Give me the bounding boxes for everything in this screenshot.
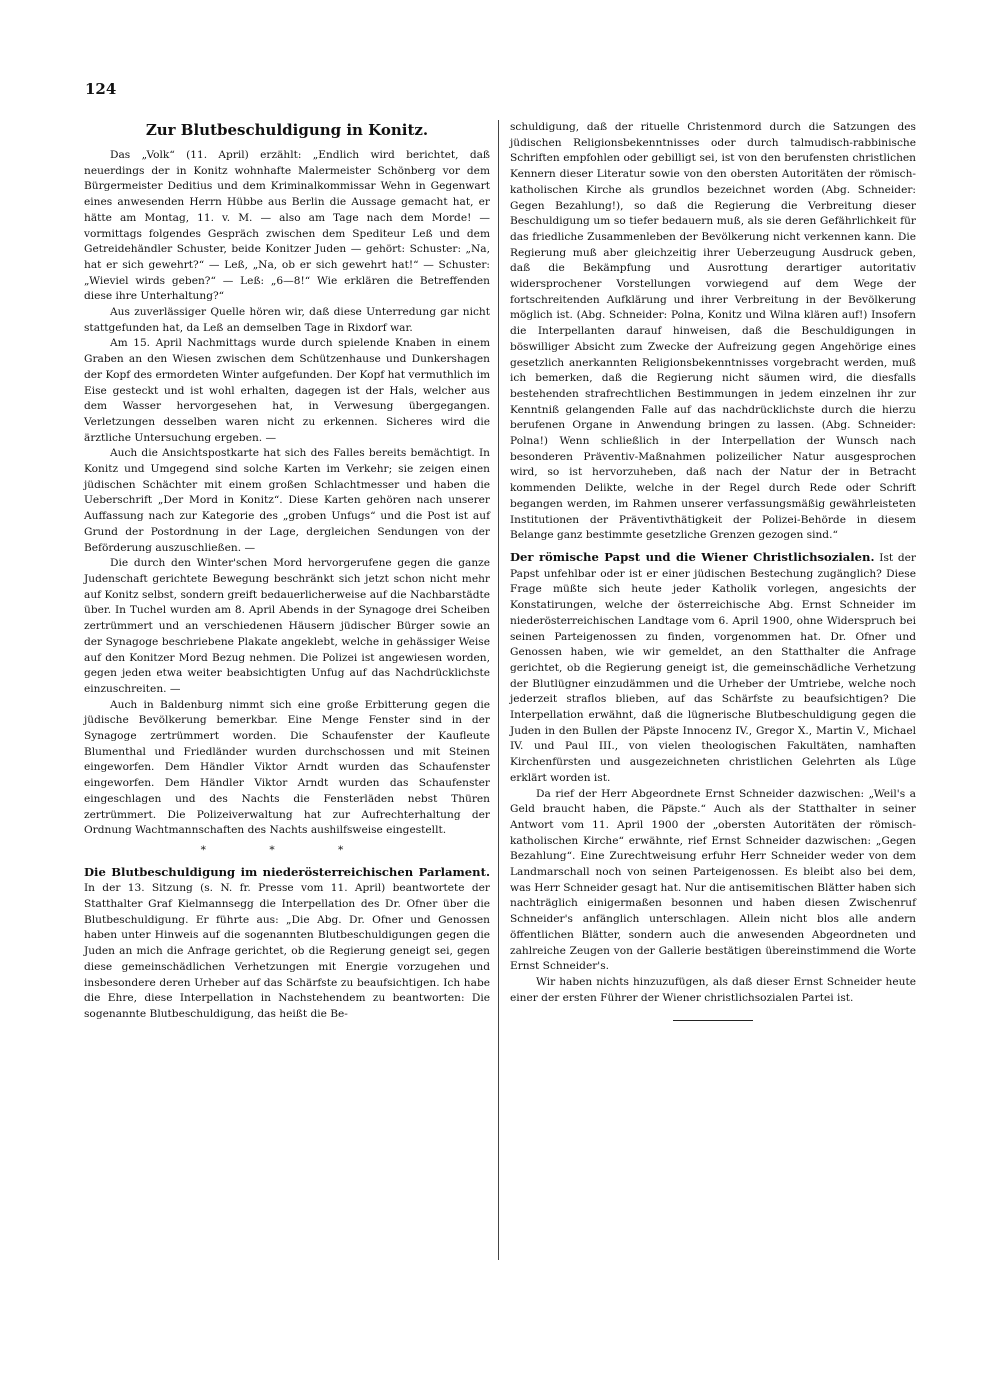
section-divider-stars: * * * <box>200 843 374 856</box>
paragraph: Auch in Baldenburg nimmt sich eine große Erbitterung gegen die jüdische Bevölkerung bemerkbar. Eine Menge Fenster sind in der Synagoge zertrümmert worden. Die Schaufenster der Kaufleute Blumenthal und Friedländer wurden durchschossen und mit Steinen eingeworfen. Dem Händler Viktor Arndt wurden das Schaufenster eingeworfen. Dem Händler Viktor Arndt wurden das Schaufenster eingeschlagen und des Nachts die Fensterläden nebst Thüren zertrümmert. Die Polizeiverwaltung hat zur Aufrechterhaltung der Ordnung Wachtmannschaften des Nachts aushilfsweise eingestellt. <box>84 698 490 837</box>
right-column <box>510 120 916 1021</box>
left-column <box>84 120 490 1023</box>
paragraph: Aus zuverlässiger Quelle hören wir, daß diese Unterredung gar nicht stattgefunden hat, da Leß an demselben Tage in Rixdorf war. <box>84 306 490 334</box>
column-rule <box>498 120 499 1260</box>
paragraph: Da rief der Herr Abgeordnete Ernst Schneider dazwischen: „Weil's a Geld braucht haben, die Päpste.“ Auch als der Statthalter in seiner Antwort vom 11. April 1900 der „obersten Autoritäten der römisch-katholischen Kirche“ erwähnte, rief Ernst Schneider dazwischen: „Gegen Bezahlung“. Eine Zurechtweisung erfuhr Herr Schneider weder von dem Landmarschall noch von seinen Parteigenossen. Es bleibt also bei dem, was Herr Schneider gesagt hat. Nur die antisemitischen Blätter haben sich nachträglich einigermaßen besonnen und haben diesen Zwischenruf Schneider's anfänglich unterschlagen. Allein nicht blos alle andern öffentlichen Blätter, sondern auch die anwesenden Abgeordneten und zahlreiche Zeugen von der Gallerie bestätigen übereinstimmend die Worte Ernst Schneider's. <box>510 787 916 973</box>
paragraph: Die durch den Winter'schen Mord hervorgerufene gegen die ganze Judenschaft gerichtete Bewegung beschränkt sich jetzt schon nicht mehr auf Konitz selbst, sondern greift bedauerlicherweise auf die Nachbarstädte über. In Tuchel wurden am 8. April Abends in der Synagoge drei Scheiben zertrümmert und an verschiedenen Häusern jüdischer Bürger sowie an der Synagoge beschriebene Plakate angeklebt, welche in gehässiger Weise auf den Konitzer Mord Bezug nehmen. Die Polizei ist angewiesen worden, gegen jeden etwa weiter beabsichtigten Unfug auf das Nachdrücklichste einzuschreiten. — <box>84 557 490 695</box>
paragraph: Auch die Ansichtspostkarte hat sich des Falles bereits bemächtigt. In Konitz und Umgegend sind solche Karten im Verkehr; sie zeigen einen jüdischen Schächter mit einem großen Schlachtmesser und haben die Ueberschrift „Der Mord in Konitz“. Diese Karten gehören nach unserer Auffassung nach zur Kategorie des „groben Unfugs“ und die Post ist auf Grund der Postordnung in der Lage, dergleichen Sendungen von der Beförderung auszuschließen. — <box>84 447 490 554</box>
paragraph: Das „Volk“ (11. April) erzählt: „Endlich wird berichtet, daß neuerdings der in Konitz wohnhafte Malermeister Schönberg vor dem Bürgermeister Deditius und dem Kriminalkommissar Wehn in Gegenwart eines anwesenden Herrn Hübbe aus Berlin die Aussage gemacht hat, er hätte am Montag, 11. v. M. — also am Tage nach dem Morde! — vormittags folgendes Gespräch zwischen dem Spediteur Leß und dem Getreidehändler Schuster, beide Konitzer Juden — gehört: Schuster: „Na, hat er sich gewehrt?“ — Leß, „Na, ob er sich gewehrt hat!“ — Schuster: „Wieviel wirds geben?“ — Leß: „6—8!“ Wie erklären die Betreffenden diese ihre Unterhaltung?“ <box>84 149 490 303</box>
end-rule <box>673 1020 753 1021</box>
article-heading-parliament: Die Blutbeschuldigung im niederösterreichischen Parlament. <box>84 864 490 879</box>
article-heading-konitz: Zur Blutbeschuldigung in Konitz. <box>145 121 429 139</box>
page-number: 124 <box>85 80 117 98</box>
paragraph: Am 15. April Nachmittags wurde durch spielende Knaben in einem Graben an den Wiesen zwischen dem Schützenhause und Dunkershagen der Kopf des ermordeten Winter aufgefunden. Der Kopf hat vermuthlich im Eise gesteckt und ist wohl erhalten, dagegen ist der Hals, welcher aus dem Wasser hervorgesehen hat, in Verwesung übergegangen. Verletzungen desselben waren nicht zu erkennen. Sicheres wird die ärztliche Untersuchung ergeben. — <box>84 337 490 444</box>
paragraph-continued: schuldigung, daß der rituelle Christenmord durch die Satzungen des jüdischen Religionsbekenntnisses oder durch talmudisch-rabbinische Schriften empfohlen oder gebilligt sei, ist von den berufensten christlichen Kennern dieser Literatur sowie von den obersten Autoritäten der römisch-katholischen Kirche als grundlos bezeichnet worden (Abg. Schneider: Gegen Bezahlung!), so daß die Regierung die Verbreitung dieser Beschuldigung um so tiefer bedauern muß, als sie deren Gefährlichkeit für das friedliche Zusammenleben der Bevölkerung nicht verkennen kann. Die Regierung muß aber gleichzeitig ihrer Ueberzeugung Ausdruck geben, daß die Bekämpfung und Ausrottung derartiger autoritativ widersprochener Vorstellungen vorwiegend auf dem Wege der fortschreitenden Aufklärung und ihrer Verbreitung in der Bevölkerung möglich ist. (Abg. Schneider: Polna, Konitz und Wilna klären auf!) Insofern die Interpellanten darauf hinweisen, daß die Beschuldigungen in böswilliger Absicht zum Zwecke der Aufreizung gegen Angehörige eines gesetzlich anerkannten Religionsbekenntnisses vorgebracht werden, muß ich bemerken, daß die Regierung nicht säumen wird, die diesfalls bestehenden strafrechtlichen Bestimmungen in jedem einzelnen ihr zur Kenntniß gelangenden Falle auf das nachdrücklichste durch die hierzu berufenen Organe in Anwendung bringen zu lassen. (Abg. Schneider: Polna!) Wenn schließlich in der Interpellation der Wunsch nach besonderen Präventiv-Maßnahmen polizeilicher Natur ausgesprochen wird, so ist hervorzuheben, daß nach der Natur der in Betracht kommenden Delikte, welche in der Regel durch Rede oder Schrift begangen werden, im Rahmen unserer verfassungsmäßig gewährleisteten Institutionen der Präventivthätigkeit der Polizei-Behörde in diesem Belange ganz bestimmte gesetzliche Grenzen gezogen sind.“ <box>510 121 916 542</box>
paragraph-text: Ist der Papst unfehlbar oder ist er einer jüdischen Bestechung zugänglich? Diese Frage müßte sich heute jeder Katholik vorlegen, angesichts der Konstatirungen, welche der österreichische Abg. Ernst Schneider im niederösterreichischen Landtage vom 6. April 1900, ohne Widerspruch bei seinen Parteigenossen zu finden, vorgenommen hat. Dr. Ofner und Genossen haben, wie wir gemeldet, an den Statthalter die Anfrage gerichtet, ob die Regierung geneigt ist, die gemeinschädliche Verhetzung der Blutlügner einzudämmen und die Urheber der Umtriebe, welche noch jederzeit straflos blieben, auf das Schärfste zu beaufsichtigen? Die Interpellation erwähnt, daß die lügnerische Blutbeschuldigung gegen die Juden in den Bullen der Päpste Innocenz IV., Gregor X., Martin V., Michael IV. und Paul III., von vielen theologischen Fakultäten, namhaften Kirchenfürsten und ausgezeichneten christlichen Gelehrten als Lüge erklärt worden ist. <box>510 551 916 784</box>
paragraph-text: In der 13. Sitzung (s. N. fr. Presse vom 11. April) beantwortete der Statthalter Graf Kielmannsegg die Interpellation des Dr. Ofner über die Blutbeschuldigung. Er führte aus: „Die Abg. Dr. Ofner und Genossen haben unter Hinweis auf die sogenannten Blutbeschuldigungen gegen die Juden an mich die Anfrage gerichtet, ob die Regierung geneigt sei, gegen diese gemeinschädlichen Verhetzungen mit Energie vorzugehen und insbesondere deren Urheber auf das Schärfste zu beaufsichtigen. Ich habe die Ehre, diese Interpellation in Nachstehendem zu beantworten: Die sogenannte Blutbeschuldigung, das heißt die Be- <box>84 882 490 1020</box>
article-heading-pope: Der römische Papst und die Wiener Christlichsozialen. <box>510 549 875 564</box>
paragraph: Wir haben nichts hinzuzufügen, als daß dieser Ernst Schneider heute einer der ersten Führer der Wiener christlichsozialen Partei ist. <box>510 975 916 1004</box>
